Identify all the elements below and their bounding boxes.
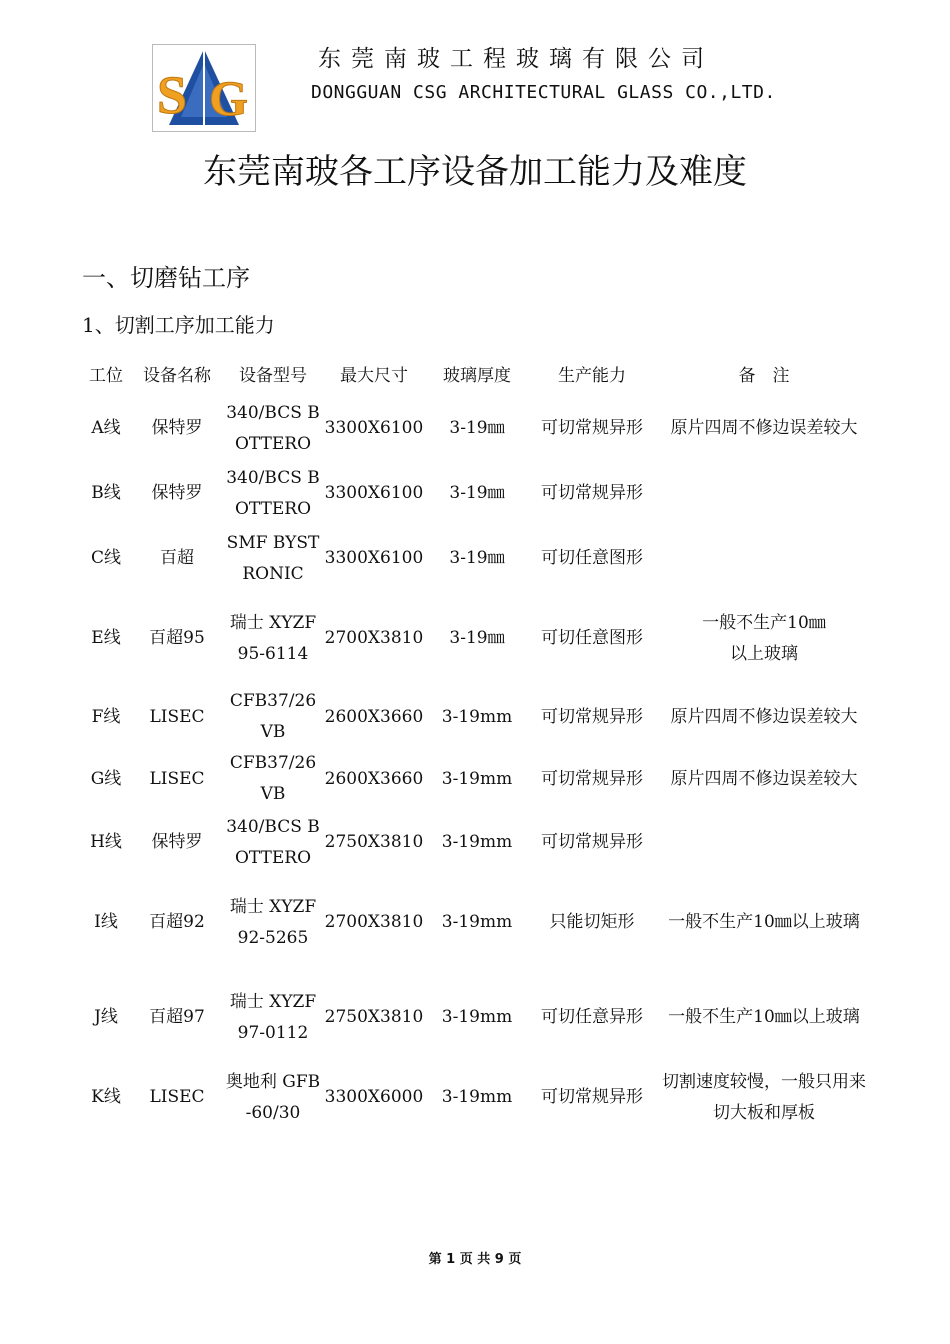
cell-capacity: 可切任意异形 (541, 1007, 643, 1027)
cell-thickness: 3-19㎜ (449, 548, 505, 568)
cell-model: 340/BCS BOTTERO (226, 467, 320, 519)
cell-thickness: 3-19mm (441, 1087, 513, 1107)
cell-model: CFB37/26VB (229, 753, 317, 804)
cell-station: B线 (91, 483, 121, 503)
cell-max-size: 2700X3810 (324, 912, 424, 932)
cell-remark: 原片四周不修边误差较大 (670, 706, 858, 727)
svg-text:S: S (157, 65, 188, 125)
cell-model: 瑞士 XYZF97-0112 (229, 991, 317, 1043)
column-header: 备 注 (738, 365, 790, 386)
cell-max-size: 3300X6100 (324, 418, 424, 438)
cell-remark (656, 526, 872, 591)
cell-model: 瑞士 XYZF95-6114 (229, 612, 317, 664)
cell-capacity: 可切任意图形 (541, 548, 643, 568)
cell-remark (656, 810, 872, 875)
csg-logo-icon (153, 45, 255, 131)
column-header: 最大尺寸 (340, 365, 408, 386)
cell-equipment: 百超 (160, 548, 194, 568)
subsection-heading: 1、切割工序加工能力 (82, 313, 275, 337)
cell-capacity: 可切常规异形 (541, 768, 643, 789)
company-logo (152, 44, 256, 132)
cell-equipment: 百超95 (149, 628, 205, 648)
cell-thickness: 3-19mm (441, 832, 513, 852)
cell-equipment: 百超97 (149, 1007, 205, 1027)
cutting-capacity-table (82, 356, 872, 1130)
table-row (82, 396, 872, 461)
cell-station: E线 (91, 628, 121, 648)
cell-remark: 一般不生产10㎜以上玻璃 (702, 612, 826, 664)
cell-capacity: 可切任意图形 (541, 628, 643, 648)
table-row (82, 1065, 872, 1130)
cell-max-size: 2700X3810 (324, 628, 424, 648)
table-row (82, 591, 872, 686)
cell-station: F线 (91, 706, 121, 727)
cell-max-size: 3300X6100 (324, 548, 424, 568)
cell-station: H线 (90, 832, 122, 852)
cell-thickness: 3-19㎜ (449, 483, 505, 503)
cell-remark: 原片四周不修边误差较大 (670, 768, 858, 789)
company-name-en: DONGGUAN CSG ARCHITECTURAL GLASS CO.,LTD. (311, 82, 776, 103)
column-header: 设备名称 (143, 365, 211, 386)
cell-station: J线 (94, 1007, 118, 1027)
page-footer: 第 1 页 共 9 页 (428, 1252, 522, 1267)
cell-model: 瑞士 XYZF92-5265 (229, 896, 317, 948)
cell-remark: 一般不生产10㎜以上玻璃 (668, 912, 860, 932)
cell-capacity: 可切常规异形 (541, 706, 643, 727)
table-row (82, 970, 872, 1065)
cell-model: SMF BYSTRONIC (226, 532, 320, 584)
cell-capacity: 可切常规异形 (541, 483, 643, 503)
column-header: 玻璃厚度 (443, 365, 511, 386)
cell-max-size: 2600X3660 (324, 706, 424, 727)
cell-capacity: 可切常规异形 (541, 1087, 643, 1107)
cell-equipment: LISEC (149, 768, 205, 789)
cell-equipment: 保特罗 (151, 483, 203, 503)
cell-max-size: 2600X3660 (324, 768, 424, 789)
cell-equipment: 保特罗 (151, 832, 203, 852)
cell-model: 340/BCS BOTTERO (226, 402, 320, 454)
cell-station: K线 (91, 1087, 121, 1107)
cell-equipment: 百超92 (149, 912, 205, 932)
cell-remark: 原片四周不修边误差较大 (670, 418, 858, 438)
cell-max-size: 3300X6100 (324, 483, 424, 503)
table-row (82, 461, 872, 526)
cell-station: I线 (94, 912, 118, 932)
column-header: 工位 (89, 365, 123, 386)
cell-equipment: LISEC (149, 706, 205, 727)
table-row (82, 875, 872, 970)
section-heading: 一、切磨钻工序 (82, 264, 250, 292)
cell-thickness: 3-19mm (441, 706, 513, 727)
cell-thickness: 3-19mm (441, 768, 513, 789)
cell-model: CFB37/26VB (229, 691, 317, 742)
cell-remark (656, 461, 872, 526)
cell-capacity: 可切常规异形 (541, 418, 643, 438)
cell-model: 340/BCS BOTTERO (226, 816, 320, 868)
table-row (82, 526, 872, 591)
cell-station: C线 (90, 548, 121, 568)
cell-thickness: 3-19㎜ (449, 418, 505, 438)
cell-max-size: 2750X3810 (324, 1007, 424, 1027)
table-row (82, 810, 872, 875)
svg-text:G: G (209, 70, 248, 126)
document-title: 东莞南玻各工序设备加工能力及难度 (203, 152, 747, 192)
column-header: 生产能力 (558, 365, 626, 386)
cell-model: 奥地利 GFB-60/30 (225, 1071, 321, 1123)
table-row (82, 748, 872, 810)
cell-max-size: 3300X6000 (324, 1087, 424, 1107)
cell-thickness: 3-19mm (441, 1007, 513, 1027)
table-row (82, 686, 872, 748)
cell-remark: 切割速度较慢，一般只用来切大板和厚板 (662, 1071, 866, 1123)
cell-remark: 一般不生产10㎜以上玻璃 (668, 1007, 860, 1027)
cell-station: A线 (91, 418, 121, 438)
column-header: 设备型号 (239, 365, 307, 386)
cell-max-size: 2750X3810 (324, 832, 424, 852)
cell-thickness: 3-19㎜ (449, 628, 505, 648)
cell-thickness: 3-19mm (441, 912, 513, 932)
cell-equipment: LISEC (149, 1087, 205, 1107)
cell-capacity: 可切常规异形 (541, 832, 643, 852)
cell-equipment: 保特罗 (151, 418, 203, 438)
company-name-cn: 东莞南玻工程玻璃有限公司 (318, 46, 714, 72)
table-header-row (82, 356, 872, 396)
cell-station: G线 (90, 768, 122, 789)
cell-capacity: 只能切矩形 (549, 912, 635, 932)
